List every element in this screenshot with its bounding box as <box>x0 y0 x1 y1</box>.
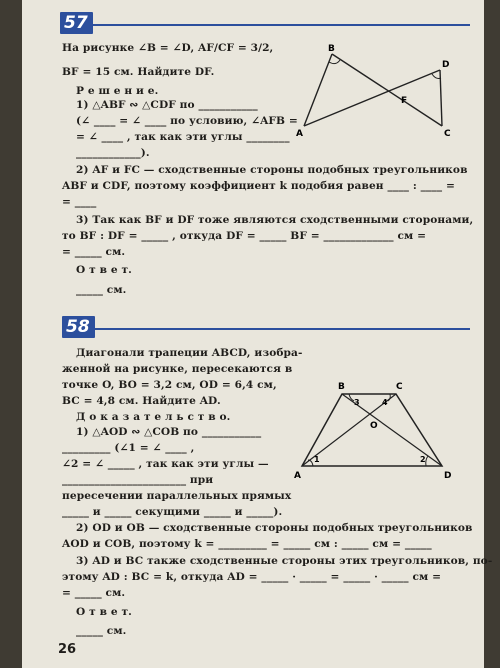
p57-line-1: На рисунке ∠B = ∠D, AF/CF = 3/2, <box>62 42 274 54</box>
p57-line-8: ABF и CDF, поэтому коэффициент k подобия равен ____ : ____ = <box>62 180 455 192</box>
p57-line-11: то BF : DF = _____ , откуда DF = _____ BF = _____________ см = <box>62 230 427 242</box>
p57-line-10: 3) Так как BF и DF тоже являются сходственными сторонами, <box>76 214 474 226</box>
p58-line-10: _____ и _____ секущими _____ и _____). <box>62 506 283 518</box>
p58-line-4: BC = 4,8 см. Найдите AD. <box>62 395 221 407</box>
p57-line-6: ____________). <box>76 147 150 159</box>
p58-line-6: _________ (∠1 = ∠ ____ , <box>62 442 195 454</box>
p57-figure <box>292 40 472 140</box>
p57-line-4: (∠ ____ = ∠ ____ по условию, ∠AFB = <box>76 115 298 127</box>
p58-fig-angle-1: 1 <box>314 455 320 464</box>
p58-fig-angle-2: 2 <box>420 455 426 464</box>
p58-line-12: AOD и COB, поэтому k = _________ = _____ см : _____ см = _____ <box>62 538 432 550</box>
p58-answer-line: _____ см. <box>76 625 127 637</box>
p57-fig-label-b: B <box>328 44 335 54</box>
p57-line-3: 1) △ABF ∾ △CDF по ___________ <box>76 99 258 111</box>
p58-line-14: этому AD : BC = k, откуда AD = _____ · _____ = _____ · _____ см = <box>62 571 442 583</box>
workbook-page <box>22 0 493 668</box>
p57-line-5: = ∠ ____ , так как эти углы ________ <box>76 131 290 143</box>
p57-answer-line: _____ см. <box>76 284 127 296</box>
p57-solution-heading: Р е ш е н и е. <box>76 85 159 97</box>
p57-line-2: BF = 15 см. Найдите DF. <box>62 66 215 78</box>
p58-fig-label-d: D <box>444 471 452 481</box>
p57-line-9: = ____ <box>62 196 97 208</box>
p57-fig-label-a: A <box>296 129 303 139</box>
p58-line-2: женной на рисунке, пересекаются в <box>62 363 293 375</box>
p57-fig-label-c: C <box>444 129 451 139</box>
p58-figure <box>292 376 472 484</box>
p58-fig-label-o: O <box>370 421 378 431</box>
p58-proof-heading: Д о к а з а т е л ь с т в о. <box>76 411 231 423</box>
p58-line-13: 3) AD и BC также сходственные стороны этих треугольников, по- <box>76 555 493 567</box>
p58-fig-angle-4: 4 <box>382 398 388 407</box>
p58-line-8: _______________________ при <box>62 474 214 486</box>
problem-57-rule <box>92 24 470 26</box>
p57-fig-label-d: D <box>442 60 450 70</box>
p58-line-9: пересечении параллельных прямых <box>62 490 292 502</box>
p57-fig-label-f: F <box>401 96 408 106</box>
p58-fig-label-b: B <box>338 382 345 392</box>
page-number: 26 <box>58 642 77 657</box>
problem-58-rule <box>94 328 470 330</box>
p58-fig-label-a: A <box>294 471 301 481</box>
p58-line-11: 2) OD и OB — сходственные стороны подобных треугольников <box>76 522 473 534</box>
p58-line-15: = _____ см. <box>62 587 126 599</box>
p58-fig-angle-3: 3 <box>354 398 360 407</box>
p57-answer-heading: О т в е т. <box>76 264 132 276</box>
p58-line-7: ∠2 = ∠ _____ , так как эти углы — <box>62 458 269 470</box>
p58-line-1: Диагонали трапеции ABCD, изобра- <box>76 347 303 359</box>
problem-57-number: 57 <box>60 12 93 34</box>
p58-fig-label-c: C <box>396 382 403 392</box>
p57-line-7: 2) AF и FC — сходственные стороны подобных треугольников <box>76 164 468 176</box>
p58-line-3: точке O, BO = 3,2 см, OD = 6,4 см, <box>62 379 277 391</box>
problem-58-number: 58 <box>62 316 95 338</box>
p57-line-12: = _____ см. <box>62 246 126 258</box>
p58-answer-heading: О т в е т. <box>76 606 132 618</box>
p58-line-5: 1) △AOD ∾ △COB по ___________ <box>76 426 262 438</box>
